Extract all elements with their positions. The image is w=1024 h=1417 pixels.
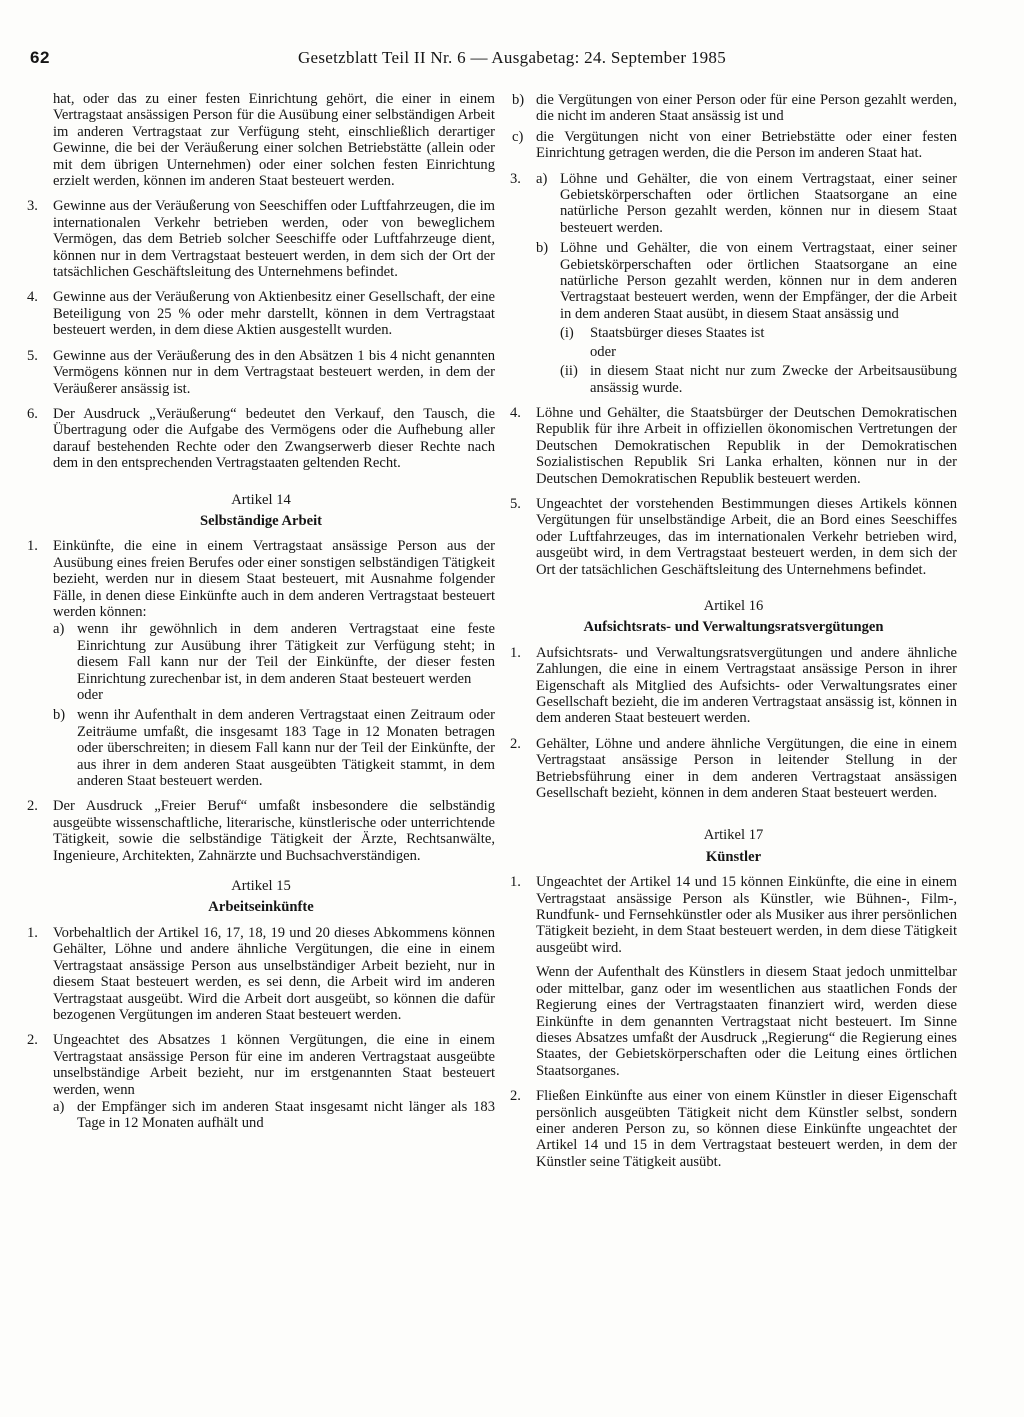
art17-paragraph-1-continuation: Wenn der Aufenthalt des Künstlers in diesem Staat jedoch unmittelbar oder mittelbar, ganz oder im wesentlichen aus staatlichen Fonds der Regierung eines der Vertragstaaten finanziert wird, werden diese Einkünfte in dem genannten Vertragstaat nicht besteuert. Im Sinne dieses Absatzes umfaßt der Ausdruck „Regierung“ die Regierung eines Staates, der Gebietskörperschaften oder die Leitung eines örtlichen Staatsorganes. bbox=[536, 964, 957, 1079]
paragraph-text: Gewinne aus der Veräußerung von Aktienbesitz einer Gesellschaft, der eine Beteiligung von 25 % oder mehr darstellt, können in dem Vertragstaat besteuert werden, in dem diese Aktien ausgestellt wurden. bbox=[53, 289, 495, 339]
subitem-text: die Vergütungen von einer Person oder für eine Person gezahlt werden, die nicht im anderen Staat ansässig ist und bbox=[536, 92, 957, 125]
paragraph-number: 3. bbox=[27, 198, 38, 215]
art15-paragraph-3 bbox=[510, 171, 957, 396]
art14-paragraph-1 bbox=[27, 538, 495, 789]
article-16-heading: Artikel 16 bbox=[703, 597, 764, 614]
paragraph-text: Einkünfte, die eine in einem Vertragstaat ansässige Person aus der Ausübung eines freien Berufes oder einer sonstigen selbständigen Tätigkeit bezieht, werden nur in diesem Staat besteuert, mit Ausnahme folgender Fälle, in denen diese Einkünfte auch in dem anderen Vertragstaat besteuert werden können: bbox=[53, 538, 495, 620]
art15-paragraph-5 bbox=[510, 496, 957, 578]
paragraph-4 bbox=[27, 289, 495, 338]
paragraph-number: 1. bbox=[27, 924, 38, 941]
right-column bbox=[510, 91, 957, 1179]
subitem-label: b) bbox=[53, 707, 66, 724]
paragraph-5 bbox=[27, 348, 495, 397]
paragraph-text: Vorbehaltlich der Artikel 16, 17, 18, 19 und 20 dieses Abkommens können Gehälter, Löhne und andere ähnliche Vergütungen, die eine in einem Vertragstaat ansässige Person aus unselbständiger Arbeit bezieht, nur in diesem Staat besteuert werden, es sei denn, die Arbeit wird im anderen Vertragstaat ausgeübt. Wird die Arbeit dort ausgeübt, so können die dafür bezogenen Vergütungen im anderen Staat besteuert werden. bbox=[53, 924, 495, 1023]
paragraph-text: Gewinne aus der Veräußerung des in den Absätzen 1 bis 4 nicht genannten Vermögens können nur in dem Vertragstaat besteuert werden, in dem der Veräußerer ansässig ist. bbox=[53, 347, 495, 397]
subitem-label: (ii) bbox=[560, 363, 578, 380]
paragraph-number: 6. bbox=[27, 405, 38, 422]
paragraph-body bbox=[53, 538, 495, 789]
conjunction-oder: oder bbox=[590, 343, 616, 360]
paragraph-6 bbox=[27, 406, 495, 472]
paragraph-number: 4. bbox=[27, 289, 38, 306]
article-15-title: Arbeitseinkünfte bbox=[208, 899, 314, 916]
paragraph-text: Gehälter, Löhne und andere ähnliche Vergütungen, die eine in einem Vertragstaat ansässige Person in leitender Stellung in der Betriebsführung einer in dem anderen Vertragstaat ansässigen Gesellschaft bezieht, können in dem anderen Staat besteuert werden. bbox=[536, 735, 957, 802]
paragraph-text: Ungeachtet der Artikel 14 und 15 können Einkünfte, die eine in einem Vertragstaat ansässige Person als Künstler, wie Bühnen-, Film-, Rundfunk- und Fernsehkünstler oder als Musiker aus ihrer persönlichen Tätigkeit bezieht, in dem Staat besteuert werden, in dem diese Tätigkeit ausgeübt wird. bbox=[536, 874, 957, 956]
art16-paragraph-2 bbox=[510, 736, 957, 802]
paragraph-text: Ungeachtet der vorstehenden Bestimmungen dieses Artikels können Vergütungen für unselbständige Arbeit, die an Bord eines Seeschiffes oder Luftfahrzeuges, das im internationalen Verkehr betrieben wird, ausgeübt wird, in dem Vertragstaat besteuert werden, in dem sich der Ort der tatsächlichen Geschäftsleitung des Unternehmens befindet. bbox=[536, 495, 957, 578]
art15-subitem-b bbox=[510, 92, 957, 125]
subitem-a bbox=[536, 171, 957, 237]
left-column bbox=[27, 91, 495, 1141]
art17-paragraph-1 bbox=[510, 874, 957, 956]
art15-paragraph-4 bbox=[510, 405, 957, 487]
subitem-body bbox=[77, 621, 495, 703]
paragraph-number: 2. bbox=[510, 1088, 521, 1105]
subitem-ii bbox=[560, 363, 957, 396]
subitem-b bbox=[536, 240, 957, 396]
art16-paragraph-1 bbox=[510, 645, 957, 727]
article-17-heading: Artikel 17 bbox=[703, 827, 764, 844]
continued-paragraph: hat, oder das zu einer festen Einrichtung gehört, die einer in einem Vertragstaat ansässigen Person für die Ausübung einer selbständigen Arbeit im anderen Vertragstaat zur Verfügung steht, einschließlich derartiger Gewinne, die bei der Veräußerung einer solchen Betriebstätte (allein oder mit dem übrigen Unternehmen) oder einer solchen festen Einrichtung erzielt werden, können im anderen Staat besteuert werden. bbox=[53, 91, 495, 190]
subitem-a bbox=[53, 1099, 495, 1132]
paragraph-number: 5. bbox=[27, 347, 38, 364]
article-14-title: Selbständige Arbeit bbox=[199, 512, 323, 529]
paragraph-number: 1. bbox=[27, 538, 38, 555]
subitem-label: (i) bbox=[560, 325, 574, 342]
paragraph-3 bbox=[27, 198, 495, 280]
subitem-text: Löhne und Gehälter, die von einem Vertragstaat, einer seiner Gebietskörperschaften oder örtlichen Staatsorgane an eine natürliche Person gezahlt werden, können nur in dem anderen Vertragstaat besteuert werden, wenn der Empfänger, der die Arbeit in dem anderen Staat ausübt, in diesem Staat ansässig und bbox=[560, 240, 957, 322]
subitem-label: a) bbox=[53, 1098, 65, 1115]
conjunction-oder: oder bbox=[77, 687, 103, 703]
subitem-text: Staatsbürger dieses Staates ist bbox=[590, 325, 765, 342]
paragraph-number: 5. bbox=[510, 495, 521, 512]
paragraph-text: Der Ausdruck „Freier Beruf“ umfaßt insbesondere die selbständig ausgeübte wissenschaftliche, literarische, künstlerische oder unterrichtende Tätigkeit, sowie die selbständige Tätigkeit der Ärzte, Rechtsanwälte, Ingenieure, Architekten, Zahnärzte und Buchsachverständigen. bbox=[53, 798, 495, 864]
subitem-label: b) bbox=[512, 92, 525, 108]
paragraph-text: Ungeachtet des Absatzes 1 können Vergütungen, die eine in einem Vertragstaat ansässige Person für eine im anderen Vertragstaat ausgeübte unselbständige Arbeit bezieht, nur im erstgenannten Staat besteuert werden, wenn bbox=[53, 1032, 495, 1098]
paragraph-number: 2. bbox=[27, 798, 38, 815]
running-header: Gesetzblatt Teil II Nr. 6 — Ausgabetag: 24. September 1985 bbox=[297, 48, 727, 67]
art17-paragraph-2 bbox=[510, 1088, 957, 1170]
subitem-body bbox=[560, 240, 957, 396]
subitem-text: wenn ihr Aufenthalt in dem anderen Vertragstaat einen Zeitraum oder Zeiträume umfaßt, die insgesamt 183 Tage in 12 Monaten betragen oder überschreiten; in diesem Fall kann nur der Teil der Einkünfte, der aus ihrer in dem anderen Staat ausgeübten Tätigkeit stammt, in dem anderen Staat besteuert werden. bbox=[77, 707, 495, 790]
subitem-text: der Empfänger sich im anderen Staat insgesamt nicht länger als 183 Tage in 12 Monaten aufhält und bbox=[77, 1098, 495, 1132]
subitem-i bbox=[560, 325, 957, 341]
art15-paragraph-1 bbox=[27, 925, 495, 1023]
article-17-title: Künstler bbox=[705, 848, 762, 865]
paragraph-text: Der Ausdruck „Veräußerung“ bedeutet den Verkauf, den Tausch, die Übertragung oder die Aufgabe des Vermögens oder die Aufhebung aller darauf bestehenden Rechte oder den Zwangserwerb dieser Rechte nach dem in den entsprechenden Vertragstaaten geltenden Recht. bbox=[53, 405, 495, 472]
paragraph-number: 1. bbox=[510, 874, 521, 891]
paragraph-body bbox=[536, 171, 957, 396]
subitem-text: Löhne und Gehälter, die von einem Vertragstaat, einer seiner Gebietskörperschaften oder örtlichen Staatsorgane an eine natürliche Person gezahlt werden, können nur in diesem Staat besteuert werden. bbox=[560, 170, 957, 236]
paragraph-body bbox=[53, 1032, 495, 1131]
art15-subitem-c bbox=[510, 129, 957, 162]
art14-paragraph-2 bbox=[27, 798, 495, 864]
paragraph-text: Fließen Einkünfte aus einer von einem Künstler in dieser Eigenschaft persönlich ausgeübten Tätigkeit nicht dem Künstler selbst, sondern einer anderen Person zu, so können diese Einkünfte ungeachtet der Artikel 14 und 15 in dem Vertragstaat besteuert werden, in dem der Künstler seine Tätigkeit ausübt. bbox=[536, 1088, 957, 1170]
paragraph-text: Gewinne aus der Veräußerung von Seeschiffen oder Luftfahrzeugen, die im internationalen Verkehr betrieben werden, oder von beweglichem Vermögen, das dem Betrieb solcher Seeschiffe oder Luftfahrzeuge dient, können nur in dem Vertragstaat besteuert werden, in dem sich der Ort der tatsächlichen Geschäftsleitung des Unternehmens befindet. bbox=[53, 198, 495, 281]
paragraph-number: 4. bbox=[510, 404, 521, 421]
article-16-title: Aufsichtsrats- und Verwaltungsratsvergütungen bbox=[583, 619, 884, 636]
paragraph-text: Löhne und Gehälter, die Staatsbürger der Deutschen Demokratischen Republik für ihre Arbeit in offiziellen ökonomischen Vertretungen der Deutschen Demokratischen Republik in der Demokratischen Sozialistischen Republik Sri Lanka erhalten, können nur in der Deutschen Demokratischen Republik besteuert werden. bbox=[536, 404, 957, 487]
paragraph-text: Aufsichtsrats- und Verwaltungsratsvergütungen und andere ähnliche Zahlungen, die eine in einem Vertragstaat ansässige Person in ihrer Eigenschaft als Mitglied des Aufsichts- oder Verwaltungsrates einer Gesellschaft bezieht, die im anderen Vertragstaat ansässig ist, können in dem anderen Staat besteuert werden. bbox=[536, 644, 957, 727]
art15-paragraph-2 bbox=[27, 1032, 495, 1131]
page-number: 62 bbox=[30, 48, 50, 67]
article-15-heading: Artikel 15 bbox=[231, 878, 291, 895]
subitem-label: a) bbox=[53, 621, 65, 638]
subitem-label: b) bbox=[536, 240, 549, 257]
paragraph-number: 2. bbox=[510, 735, 521, 752]
paragraph-number: 2. bbox=[27, 1032, 38, 1049]
subitem-label: a) bbox=[536, 170, 548, 187]
subitem-text: in diesem Staat nicht nur zum Zwecke der Arbeitsausübung ansässig wurde. bbox=[590, 363, 957, 396]
subitem-text: die Vergütungen nicht von einer Betriebstätte oder einer festen Einrichtung getragen werden, die die Person im anderen Staat hat. bbox=[536, 128, 957, 162]
subitem-b bbox=[53, 707, 495, 789]
subitem-a bbox=[53, 621, 495, 703]
paragraph-number: 1. bbox=[510, 644, 521, 661]
paragraph-number: 3. bbox=[510, 170, 521, 187]
subitem-text: wenn ihr gewöhnlich in dem anderen Vertragstaat eine feste Einrichtung zur Ausübung ihrer Tätigkeit zur Verfügung steht; in diesem Fall kann nur der Teil der Einkünfte, der dieser festen Einrichtung zurechenbar ist, in dem anderen Staat besteuert werden bbox=[77, 621, 495, 687]
subitem-label: c) bbox=[512, 128, 524, 145]
article-14-heading: Artikel 14 bbox=[231, 491, 291, 508]
